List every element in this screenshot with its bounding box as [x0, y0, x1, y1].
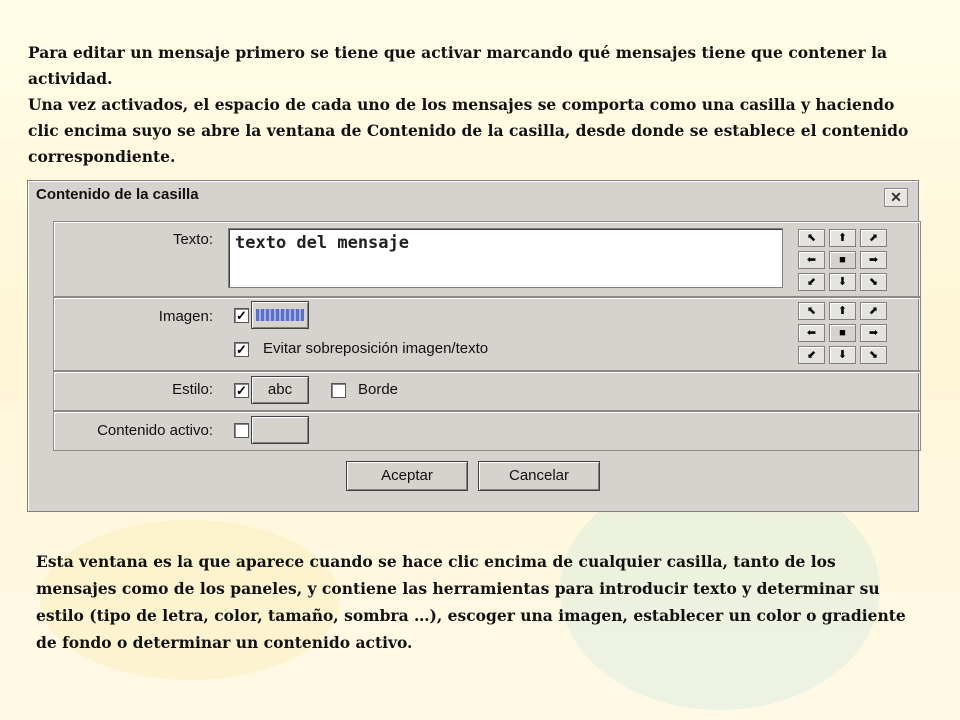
align-bottom-right-icon[interactable]: ⬊	[860, 346, 887, 364]
align-left-icon[interactable]: ⬅	[798, 251, 825, 269]
image-checkbox[interactable]: ✓	[234, 308, 249, 323]
align-top-left-icon[interactable]: ⬉	[798, 229, 825, 247]
outro-text	[36, 548, 916, 656]
align-bottom-icon[interactable]: ⬇	[829, 346, 856, 364]
align-top-icon[interactable]: ⬆	[829, 229, 856, 247]
intro-text	[28, 40, 923, 170]
accept-button[interactable]: Aceptar	[346, 461, 468, 491]
image-preview	[256, 309, 304, 321]
content-dialog	[27, 180, 919, 512]
outro-paragraph: Esta ventana es la que aparece cuando se hace clic encima de cualquier casilla, tanto de los mensajes como de los paneles, y contiene las herramientas para introducir texto y determinar su estilo (tipo de letra, color, tamaño, sombra …), escoger una imagen, establecer un color o gradiente de fondo o determinar un contenido activo.	[36, 552, 906, 652]
intro-paragraph-2: Una vez activados, el espacio de cada uno de los mensajes se comporta como una casilla y haciendo clic encima suyo se abre la ventana de Contenido de la casilla, desde donde se establece el contenido correspondiente.	[28, 95, 909, 166]
align-center-icon[interactable]: ■	[829, 251, 856, 269]
active-content-checkbox[interactable]	[234, 423, 249, 438]
border-checkbox[interactable]	[331, 383, 346, 398]
dialog-titlebar	[30, 183, 916, 207]
border-label: Borde	[358, 381, 399, 398]
avoid-overlap-checkbox[interactable]: ✓	[234, 342, 249, 357]
align-right-icon[interactable]: ➡	[860, 251, 887, 269]
align-bottom-left-icon[interactable]: ⬋	[798, 346, 825, 364]
align-top-right-icon[interactable]: ⬈	[860, 229, 887, 247]
avoid-overlap-label: Evitar sobreposición imagen/texto	[263, 340, 489, 357]
active-content-button[interactable]	[251, 416, 309, 444]
text-label: Texto:	[172, 231, 213, 248]
dialog-title: Contenido de la casilla	[36, 186, 199, 203]
align-top-left-icon[interactable]: ⬉	[798, 302, 825, 320]
image-label: Imagen:	[158, 308, 213, 325]
style-button[interactable]: abc	[251, 376, 309, 404]
style-checkbox[interactable]: ✓	[234, 383, 249, 398]
align-center-icon[interactable]: ■	[829, 324, 856, 342]
align-right-icon[interactable]: ➡	[860, 324, 887, 342]
cancel-button[interactable]: Cancelar	[478, 461, 600, 491]
align-top-right-icon[interactable]: ⬈	[860, 302, 887, 320]
align-top-icon[interactable]: ⬆	[829, 302, 856, 320]
align-bottom-left-icon[interactable]: ⬋	[798, 273, 825, 291]
text-alignment-grid	[798, 229, 887, 291]
active-content-label: Contenido activo:	[97, 422, 213, 439]
align-bottom-right-icon[interactable]: ⬊	[860, 273, 887, 291]
style-label: Estilo:	[172, 381, 213, 398]
image-alignment-grid	[798, 302, 887, 364]
image-select-button[interactable]	[251, 301, 309, 329]
close-icon[interactable]: ✕	[884, 188, 908, 207]
align-left-icon[interactable]: ⬅	[798, 324, 825, 342]
intro-paragraph-1: Para editar un mensaje primero se tiene que activar marcando qué mensajes tiene que contener la actividad.	[28, 43, 888, 88]
text-input[interactable]: texto del mensaje	[228, 228, 783, 288]
align-bottom-icon[interactable]: ⬇	[829, 273, 856, 291]
